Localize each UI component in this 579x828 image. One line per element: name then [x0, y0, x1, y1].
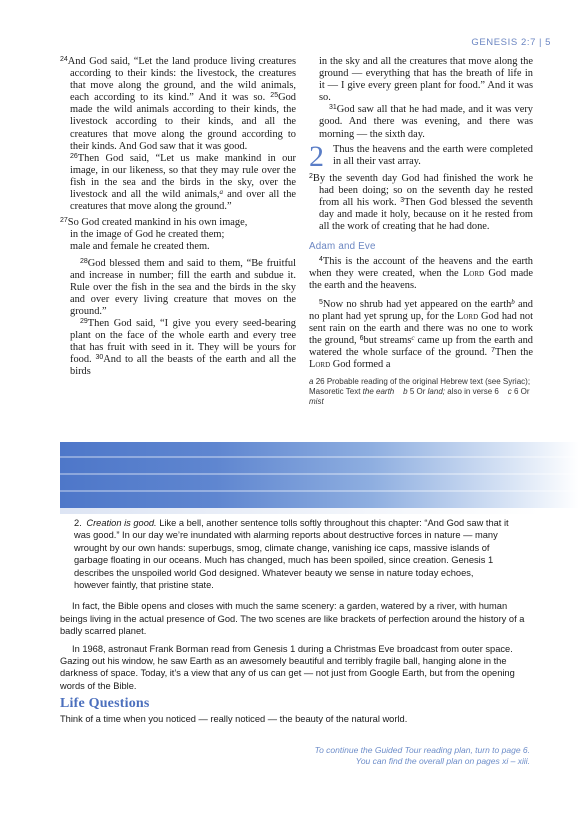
footnote-letter: a	[309, 377, 314, 387]
verse-text: And God said, “Let the land produce living creatures according to their kinds: the livestock, the creatures that move along the ground, and the wild animals, each according to its kind.” And it was so.	[67, 56, 296, 104]
verse-2-3	[309, 173, 533, 233]
poem-line	[60, 217, 296, 229]
verse-number: 5	[319, 298, 323, 306]
verse-26	[70, 153, 296, 213]
footnote-letter: b	[403, 387, 408, 397]
running-head	[471, 37, 551, 48]
divine-name: Lord	[462, 268, 485, 280]
verse-text: God formed a	[330, 358, 391, 370]
verse-number: 7	[491, 346, 495, 354]
banner-stripe	[60, 490, 579, 492]
page-number: 5	[545, 37, 551, 48]
divine-name: Lord	[457, 310, 479, 322]
verse-text: Then God said, “Let us make mankind in our image, in our likeness, so that they may rule over the fish in the sea and the birds in the sky, over the livestock and all the wild animals,	[70, 152, 296, 201]
footnote-letter: c	[507, 387, 512, 397]
verse-4	[309, 256, 533, 292]
item-text: Like a bell, another sentence tolls softly throughout this chapter: “And God saw that it was good.” In our day we’re inundated with alarming reports about destructive forces in nature — many wrought by our own hands: superbugs, smog, climate change, vanishing ice caps, massive islands of garbage floating in our oceans. Much has changed, much has been spoiled, since creation. Genesis 1 describes the unspoiled world God designed. Whatever beauty we sense in nature today echoes, however faintly, that pristine state.	[74, 518, 509, 591]
verse-number: 3	[400, 196, 405, 204]
footnote-marker[interactable]: b	[511, 297, 515, 306]
verse-text: God blessed them and said to them, “Be fruitful and increase in number; fill the earth and subdue it. Rule over the fish in the sea and the birds in the sky and over every living creature that moves on the ground.”	[70, 257, 296, 317]
banner-stripe	[60, 456, 579, 458]
verse-text: And to all the beasts of the earth and all the birds	[70, 354, 296, 378]
verse-text: This is the account of the heavens and the earth when they were created, when the	[309, 256, 533, 280]
verse-text: God saw all that he had made, and it was very good. And there was evening, and there was morning — the sixth day.	[319, 104, 533, 140]
reading-plan-line: You can find the overall plan on pages xi – xiii.	[355, 756, 530, 767]
verse-number: 31	[329, 104, 337, 112]
poetry-verse-27	[60, 217, 296, 253]
item-number: 2.	[74, 518, 82, 528]
verse-number: 29	[80, 317, 88, 325]
divine-name: Lord	[309, 358, 331, 370]
reading-plan-note	[60, 745, 530, 767]
commentary-paragraph: In fact, the Bible opens and closes with much the same scenery: a garden, watered by a river, with human beings living in the actual presence of God. The two scenes are like brackets of perfection around the history of a badly scarred planet.	[60, 601, 525, 637]
verse-number: 24	[60, 56, 68, 63]
item-title: Creation is good.	[86, 518, 157, 528]
verse-number: 28	[80, 257, 88, 265]
verse-29-30	[70, 318, 296, 378]
verse-5-7	[309, 299, 533, 372]
verse-number: 4	[319, 256, 323, 264]
verse-text: By the seventh day God had finished the work he had been doing; so on the seventh day he rested from all his work.	[312, 172, 533, 208]
poem-line-text: So God created mankind in his own image,	[67, 217, 248, 229]
poem-line: in the image of God he created them;	[70, 229, 225, 241]
verse-31	[309, 104, 533, 140]
verse-number: 6	[359, 334, 364, 342]
commentary-section	[60, 517, 530, 767]
verse-text: God made the earth and the heavens.	[309, 268, 533, 292]
footnote-ref: 26	[315, 377, 325, 387]
verse-text: Then God blessed the seventh day and made it holy, because on it he rested from all the work of creating that he had done.	[319, 196, 533, 233]
commentary-item	[60, 517, 530, 591]
verse-text: Thus the heavens and the earth were completed in all their vast array.	[333, 143, 533, 167]
footnote-ref: 6	[513, 387, 519, 397]
left-text-column	[60, 56, 296, 378]
verse-number: 30	[95, 354, 104, 362]
verse-text: Now no shrub had yet appeared on the earth	[322, 298, 512, 310]
reading-plan-line: To continue the Guided Tour reading plan, turn to page 6.	[314, 745, 530, 756]
footnote-marker[interactable]: c	[411, 333, 415, 342]
life-questions-heading: Life Questions	[60, 696, 150, 712]
verse-text: Then God said, “I give you every seed-bearing plant on the face of the whole earth and every tree that has fruit with seed in it. They will be yours for food.	[70, 317, 296, 366]
banner-shadow	[60, 508, 540, 514]
book-reference: GENESIS 2:7	[471, 37, 537, 48]
footnote-italic: land;	[427, 387, 445, 397]
verse-text: Then the	[494, 346, 533, 358]
chapter-number: 2	[309, 139, 324, 173]
banner-stripe	[60, 473, 579, 475]
commentary-paragraph: In 1968, astronaut Frank Borman read from Genesis 1 during a Christmas Eve broadcast from outer space. Gazing out his window, he saw Earth as an awesomely beautiful and terribly fragile ball, hanging alone in the darkness of space. Today, it’s a view that any of us can get — not just from Google Earth, but from the opening words of the Bible.	[60, 643, 515, 691]
right-text-column	[309, 56, 533, 408]
footnote-text: Or	[520, 387, 530, 397]
footnote-marker[interactable]: a	[219, 188, 224, 197]
footnotes	[309, 377, 533, 407]
poem-line: male and female he created them.	[70, 241, 210, 253]
chapter-2-opening	[309, 139, 533, 173]
verse-text: but streams	[363, 334, 412, 346]
verse-30-continued: in the sky and all the creatures that move along the ground — everything that has the breath of life in it — I give every green plant for food.” And it was so.	[319, 56, 533, 104]
verse-28	[70, 258, 296, 318]
verse-number: 26	[70, 152, 78, 160]
verse-text: came up from the earth and watered the whole surface of the ground.	[309, 334, 533, 358]
footnote-ref: 5	[409, 387, 415, 397]
decorative-banner	[60, 442, 579, 508]
footnote-italic: the earth	[362, 387, 395, 397]
footnote-text: also in verse 6	[447, 387, 499, 397]
verse-number: 25	[270, 92, 279, 100]
verse-text: and no plant had yet sprung up, for the	[309, 298, 533, 322]
verse-number: 27	[60, 217, 68, 225]
verse-text: God made the wild animals according to their kinds, the livestock according to their kinds, and all the creatures that move along the ground according to their kinds. And God saw that it was good.	[70, 92, 296, 152]
footnote-text: Probable reading of the original Hebrew text (see Syriac); Masoretic Text	[309, 377, 531, 397]
header-separator: |	[539, 37, 543, 48]
verse-24-25	[60, 56, 296, 153]
footnote-italic: mist	[309, 397, 324, 407]
footnote-a	[309, 377, 533, 407]
footnote-text: Or	[416, 387, 426, 397]
life-question: Think of a time when you noticed — really noticed — the beauty of the natural world.	[60, 713, 408, 724]
verse-number: 2	[309, 172, 313, 180]
verse-text: God had not sent rain on the earth and there was no one to work the ground,	[309, 310, 534, 346]
section-heading: Adam and Eve	[309, 241, 376, 253]
verse-text: and over all the creatures that move along the ground.”	[70, 189, 297, 213]
